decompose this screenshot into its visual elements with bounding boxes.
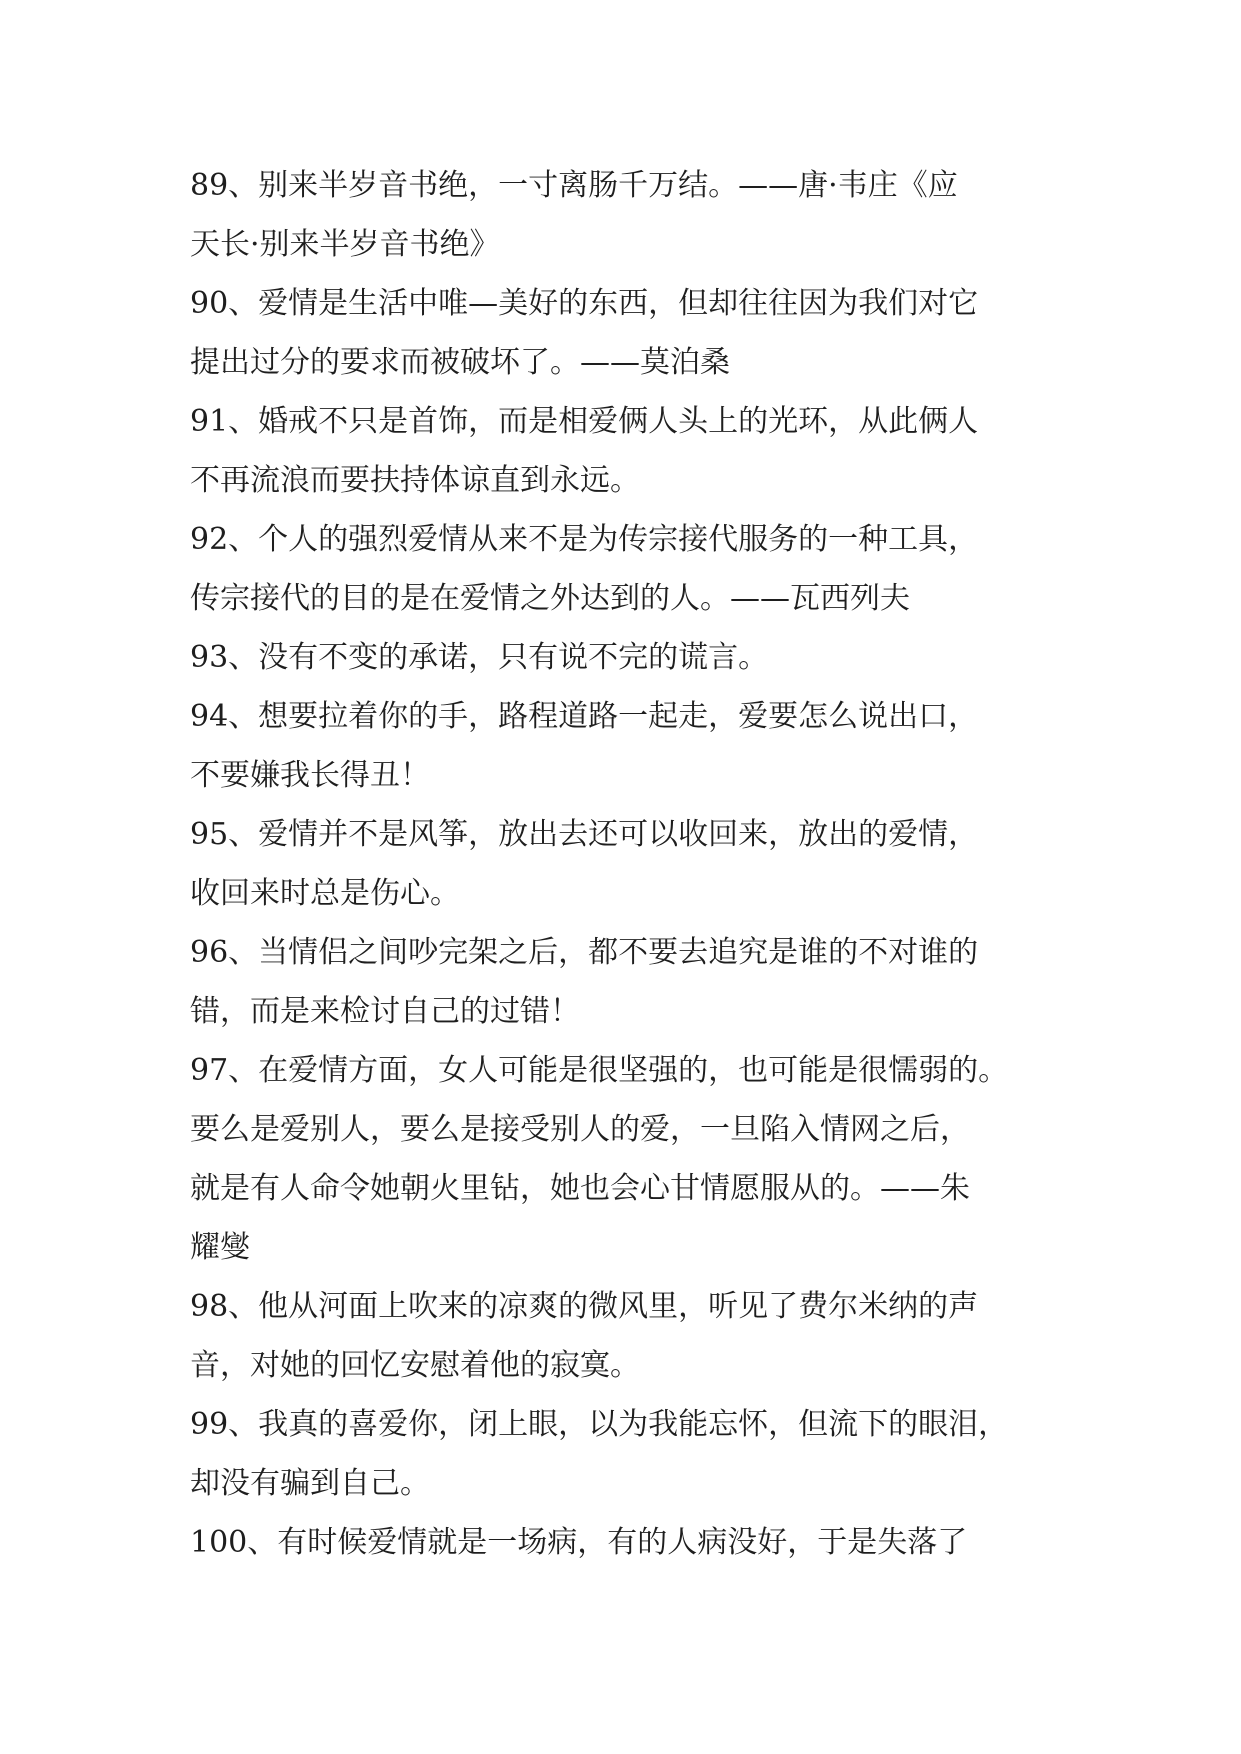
text-line: 不再流浪而要扶持体谅直到永远。 bbox=[190, 463, 640, 498]
text-line: 95、爱情并不是风筝，放出去还可以收回来，放出的爱情， bbox=[190, 817, 979, 852]
text-line: 89、别来半岁音书绝，一寸离肠千万结。——唐·韦庄《应 bbox=[190, 168, 958, 203]
text-line: 93、没有不变的承诺，只有说不完的谎言。 bbox=[190, 640, 769, 675]
text-line: 97、在爱情方面，女人可能是很坚强的，也可能是很懦弱的。 bbox=[190, 1053, 1009, 1088]
text-line: 要么是爱别人，要么是接受别人的爱，一旦陷入情网之后， bbox=[190, 1112, 970, 1147]
text-line: 不要嫌我长得丑！ bbox=[190, 758, 430, 793]
text-line: 音，对她的回忆安慰着他的寂寞。 bbox=[190, 1348, 640, 1383]
text-line: 99、我真的喜爱你，闭上眼，以为我能忘怀，但流下的眼泪， bbox=[190, 1407, 1009, 1442]
text-line: 传宗接代的目的是在爱情之外达到的人。——瓦西列夫 bbox=[190, 581, 910, 616]
text-line: 耀燮 bbox=[190, 1230, 250, 1265]
text-line: 98、他从河面上吹来的凉爽的微风里，听见了费尔米纳的声 bbox=[190, 1289, 979, 1324]
text-line: 94、想要拉着你的手，路程道路一起走，爱要怎么说出口， bbox=[190, 699, 979, 734]
text-line: 却没有骗到自己。 bbox=[190, 1466, 430, 1501]
text-line: 92、个人的强烈爱情从来不是为传宗接代服务的一种工具， bbox=[190, 522, 979, 557]
text-line: 90、爱情是生活中唯—美好的东西，但却往往因为我们对它 bbox=[190, 286, 979, 321]
text-line: 天长·别来半岁音书绝》 bbox=[190, 227, 500, 262]
text-line: 就是有人命令她朝火里钻，她也会心甘情愿服从的。——朱 bbox=[190, 1171, 970, 1206]
text-line: 96、当情侣之间吵完架之后，都不要去追究是谁的不对谁的 bbox=[190, 935, 979, 970]
text-line: 100、有时候爱情就是一场病，有的人病没好，于是失落了 bbox=[190, 1525, 968, 1560]
text-line: 提出过分的要求而被破坏了。——莫泊桑 bbox=[190, 345, 730, 380]
document-body bbox=[190, 156, 1070, 1572]
text-line: 91、婚戒不只是首饰，而是相爱俩人头上的光环，从此俩人 bbox=[190, 404, 979, 439]
text-line: 收回来时总是伤心。 bbox=[190, 876, 460, 911]
text-line: 错，而是来检讨自己的过错！ bbox=[190, 994, 580, 1029]
